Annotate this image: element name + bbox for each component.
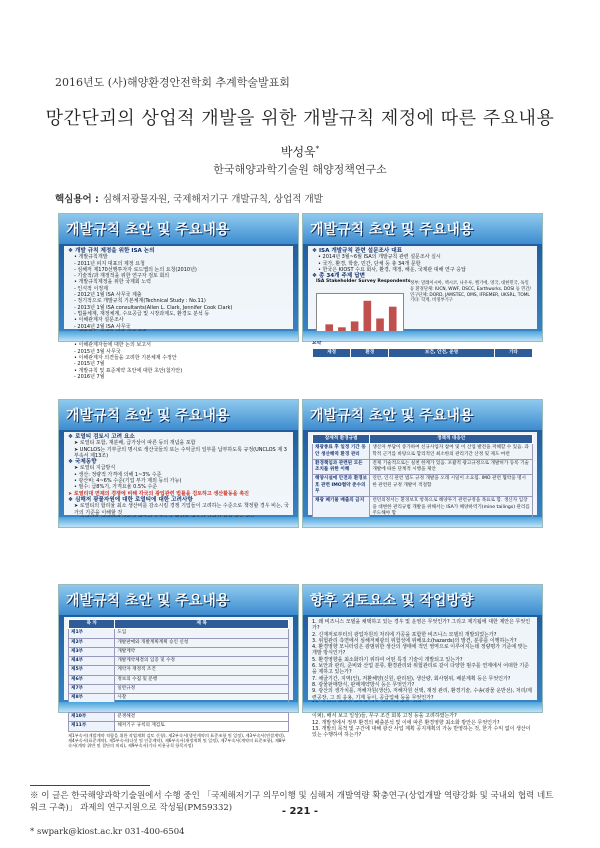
chart-bar — [389, 307, 397, 334]
table-row — [69, 647, 289, 656]
slide-line: ❖ 심해저 광물자원에 대한 로열티에 대한 고려사항 — [68, 496, 193, 503]
slide-line: - 2016년 7월 — [74, 373, 105, 380]
slide-line: 7. 채굴기간, 지역(인), 저환해양(신원, 관리된), 생산량, 회사범위, 배분계획 등은 무엇인가? — [312, 675, 511, 682]
author-mark: * — [315, 145, 320, 153]
slide-line: - 2013년 1월 ISA consultants(Allen L. Clark, Jennifer Cook Clark) — [74, 304, 233, 311]
summary-col: 보건, 안전, 운영 — [389, 348, 494, 357]
summary-col: 재정 — [313, 348, 351, 357]
slide-line: • 국가, 환경, 학술, 민간, 단체 등 총 34개 문항 — [318, 260, 421, 267]
wave-decoration — [303, 517, 542, 527]
slide-line: • 개발규칙 및 표준계약 초안에 대한 초안(첨가안) — [74, 367, 183, 374]
slide-line: 4. 환경영향 모니터링은 광범위한 생산의 생태에 적인 영역으로 이루어지는데 정량평가 기준에 맞는 개발 방식인가? — [312, 644, 528, 657]
slide-body — [64, 617, 293, 749]
toc-col: 제 목 — [115, 620, 289, 629]
response-cell: 런던의정서는 환경보호 항목으로 해양투기 관련규정을 목표로 함. 생산자 입장을 대변한 관리규범 개발을 위해서는 ISA가 해양하역기(mine tailings) 관리를 주도해야 함 — [370, 497, 533, 519]
toc-col: 목 차 — [69, 620, 115, 629]
slide-line: ❖ 로열티 검토시 고려 요소 — [68, 434, 135, 440]
keywords-label: 핵심용어 : — [55, 194, 99, 205]
part-cell: 제6부 — [69, 675, 115, 684]
slide-5 — [58, 584, 299, 749]
slide-line: 12. 개발정에서 정부 환경의 배출분석 및 이에 따른 환경영향 최소화 방안은 무엇인가? — [312, 719, 500, 726]
part-cell: 제2부 — [69, 638, 115, 647]
author-line — [0, 143, 600, 160]
policy-col: 잠재적 환경규범 — [313, 435, 370, 444]
norm-cell: 해양시설에 안전과 환경보호 관련 IMO협약 준수의무 — [313, 475, 370, 497]
slide-line: • 필수: 급8%기, 가격요율 0.5% 수준 — [74, 484, 158, 491]
response-cell: 전제 기술적으로는 실천 한계가 있음. 포괄적 광고규정으로 개발허가 등록 기술개발에 따른 단계적 시행을 제안 — [370, 459, 533, 475]
summary-col: 기타 — [494, 348, 532, 357]
slide-line: • 광산비: 4~6% 수준(기업 부가 제외 등의 가능) — [74, 478, 182, 485]
table-row — [69, 638, 289, 647]
conference-header: 2016년도 (사)해양환경안전학회 추계학술발표회 — [55, 76, 290, 89]
table-row — [69, 657, 289, 666]
part-title-cell: 개발계약 — [115, 647, 289, 656]
part-cell: 제7부 — [69, 685, 115, 694]
slide-line: - 2015년 7월 — [74, 361, 105, 368]
part-cell: 제10부 — [69, 712, 115, 721]
policy-table — [312, 434, 533, 519]
wave-decoration — [59, 331, 298, 341]
norm-cell: 채광 폐기물 배출의 금지 — [313, 497, 370, 519]
slide-line: ❖ 총 34개 주제 답변 — [312, 273, 366, 280]
slide-line: • 이해관계자 의견들을 고려한 기본체계 수정안 — [74, 355, 177, 362]
paper-title: 망간단괴의 상업적 개발을 위한 개발규칙 제정에 따른 주요내용 — [45, 108, 555, 129]
slide-body — [64, 246, 293, 380]
table-row — [69, 712, 289, 721]
part-cell: 제11부 — [69, 722, 115, 731]
table-row — [313, 475, 533, 497]
wave-decoration — [303, 331, 542, 341]
slide-line: 1. 왜 비즈니스 모델을 채택하고 있는 경우 및 운영은 무엇인가? 그리고 제기됨에 대한 제안은 무엇인가? — [312, 619, 531, 632]
contact-text: swpark@kiost.ac.kr 031-400-6504 — [36, 827, 185, 837]
affiliation: 한국해양과학기술원 해양정책연구소 — [213, 163, 387, 176]
table-row — [69, 685, 289, 694]
chart-title: ISA Stakeholder Survey Respondents — [316, 279, 411, 285]
slide-line: 6. 보안과 관리, 준비와 산업 분류, 환경관리와 위험관리로 같이 다양한 범주를 연계에서 어떠한 기준을 제하고 있는가? — [312, 663, 529, 676]
table-row — [313, 459, 533, 475]
slide-title: 개발규칙 초안 및 주요내용 — [310, 408, 474, 424]
response-cell: 생산자 부담이 증가하여 신규사업자 참여 및 이 산업 발전을 저해할 수 있음. 과학적 근거를 바탕으로 합리적인 최소한의 관리기간 산정 및 제도 마련 — [370, 444, 533, 460]
table-row — [69, 722, 289, 731]
slide-title: 개발규칙 초안 및 주요내용 — [66, 593, 230, 609]
table-row — [313, 444, 533, 460]
part-title-cell: 개발판매와 개발계획계획 승인 신청 — [115, 638, 289, 647]
summary-label: 요약 — [312, 341, 322, 347]
slide-line: • 개발규칙제정을 위한 국제회 노력 — [74, 279, 151, 286]
slide-title: 향후 검토요소 및 작업방향 — [310, 593, 474, 609]
toc-table — [68, 619, 289, 732]
table-row — [69, 675, 289, 684]
chart-bar — [364, 301, 372, 333]
slide-title: 개발규칙 초안 및 주요내용 — [66, 408, 230, 424]
slide-line: - 심해저 제170선행투자자 로드맵의 논의 요청(2010년) — [74, 266, 197, 273]
part-cell: 제3부 — [69, 647, 115, 656]
page-number: - 221 - — [281, 806, 319, 817]
slide-line: - 2015년 3월 사무국 — [74, 348, 121, 355]
slide-line: • 개발규칙개발 — [74, 254, 108, 261]
slide-line: ➤ 로열티의 합리율 최소 생산비를 감소시킬 경쟁 기업들이 고려하는 수준으로 책정할 경우 비는, 국가의 기준을 이해할 것 — [74, 503, 289, 516]
slide-line: - 2011년 피지 대표의 제정 요청 — [74, 260, 145, 267]
norm-cell: 채광종료 후 일정 기간 동안 생산해역 환경 관리 — [313, 444, 370, 460]
slide-line: 5. 환경영향을 최소화하기 위하여 어떤 특징 기술이 개발되고 있는가? — [312, 656, 463, 663]
author-name: 박성욱 — [280, 145, 316, 159]
summary-col: 환경 — [351, 348, 389, 357]
slide-line: ➤ 로열티 포함, 재분배, 급가상이 따른 등의 개념을 포함 — [74, 440, 196, 447]
summary-table — [312, 348, 533, 358]
wave-decoration — [303, 702, 542, 712]
footnote-rule — [30, 785, 150, 786]
wave-decoration — [59, 702, 298, 712]
policy-col: 정책적 대응안 — [370, 435, 533, 444]
slide-body — [64, 432, 293, 515]
part-title-cell: 분쟁해결 — [115, 712, 289, 721]
table-row — [69, 666, 289, 675]
slide-line: - 정기적으로 개발규칙 기본체계(Technical Study : No.11) — [74, 298, 206, 305]
slide-line: • 한국은 KIOST 수요 회사, 환경, 재정, 해운, 국제관 대해 연구 응답 — [318, 266, 466, 273]
part-title-cell: 개발계약체결의 입증 및 수정 — [115, 657, 289, 666]
slide-line: - 기술적/과 재정적을 위한 연구자 검토 회의 — [74, 273, 170, 280]
slide-line: 8. 광물판매방식, 판매계약방식 등은 무엇인가? — [312, 681, 415, 688]
slide-3 — [58, 399, 299, 528]
slide-line: ➤ UNCLOS는 기부금의 명시로 생산국들의 또는 수익금의 일부를 납부하도록 규정(UNCLOS 제 3부속서 제13조) — [74, 446, 287, 459]
wave-decoration — [59, 517, 298, 527]
slide-line: - 2012년 1월 ISA 사무국 제출 — [74, 292, 142, 299]
part-cell: 제5부 — [69, 666, 115, 675]
slide-line: 13. 개발의 목적 및 구간에 대해 광산 사업 계획 공지계획의 가능 반영하는 것, 한가 수익 없이 생산이 있는 수행하여 하는가? — [312, 726, 531, 739]
contact-footnote — [30, 827, 185, 837]
slide-body — [308, 246, 537, 355]
response-cell: 연안, 인식 관련 법도 규정 개발을 오래 시일이 소요됨. IMO 관련 협약을 명시한 관련된 규정 개발이 적절함 — [370, 475, 533, 497]
part-title-cell: 계약자 재정적 조건 — [115, 666, 289, 675]
table-row — [313, 497, 533, 519]
norm-cell: 환경책임과 관련된 모든 조치를 위한 이해 — [313, 459, 370, 475]
part-cell: 제1부 — [69, 629, 115, 638]
slide-line: • 생산: 정량적 가격에 의해 1~3% 수준 — [74, 471, 162, 478]
part-title-cell: 해저기구 규칙의 재검토 — [115, 722, 289, 731]
slide-lines — [312, 248, 533, 279]
slide-line: • 2014년 3월~6월 ISA의 개발규칙 관련 설문조사 실시 — [318, 254, 441, 261]
slide-line: ➤ 로열티 지급방식 — [74, 465, 116, 472]
annex-note: 제1부속서(개발계약 적합을 위한 작업계획 검토 신청), 제2부속서(생산계약의 표준조항 및 일정), 제3부속서(연결계약), 제4부속서(표준계약), 제5부속서(다섯 및 인증계약), 제6부속서(재정계획 및 일정), 제7부속서(계약의 표준조항), 제8부속서(계약 위반 및 결단의 처리), 제9부속서(기타 비용규칙 항목지정) — [68, 732, 286, 749]
slide-line: 9. 광산의 생가치를, 저해자원(생산), 저해자원 선택, 재정 관리, 환경기술, 수송(광물 운반선), 처리/제련공장, 그 외 응용, 기계 등이, 공급업체 등을 무엇인가? — [312, 688, 532, 701]
part-cell: 제4부 — [69, 657, 115, 666]
slide-title: 개발규칙 초안 및 주요내용 — [66, 222, 230, 238]
slide-line: ❖ 개발 규칙 제정을 위한 ISA 논의 — [68, 248, 155, 254]
slide-line: - 2014년 2월 ISA 사무국 — [74, 323, 131, 330]
slide-4 — [302, 399, 543, 528]
keywords-line — [55, 191, 323, 205]
slide-1 — [58, 213, 299, 380]
slide-2 — [302, 213, 543, 355]
slide-line: ❖ 국제동향 — [68, 459, 97, 466]
part-title-cell: 사찰 — [115, 694, 289, 703]
part-title-cell: 일반규정 — [115, 685, 289, 694]
part-title-cell: 도입 — [115, 629, 289, 638]
slide-line: 이퍼), 배서 보고 일상)들, 무구 조건 회복 고정 등을 고려하였는가? — [312, 713, 457, 720]
respondent-list: 정부: 말레이시아, 멕시코, 나우루, 벨기에, 영국, 대한민국, 독일 등 환경단체: IUCN, WWF, DSCC, Earthworks, DOSI 등 민간/연구단체: DORD, JAMSTEC, OMS, IFREMER, UKSRL, TOML 기타: 학계, 비정부기구 — [410, 281, 531, 304]
keywords-text: 심해저광물자원, 국제해저기구 개발규칙, 상업적 개발 — [102, 194, 323, 205]
slide-6 — [302, 584, 543, 739]
slide-line: • 이해관계자 설문조사 — [74, 317, 124, 324]
slide-body — [308, 432, 537, 515]
contact-mark: * — [30, 827, 35, 837]
table-row — [69, 629, 289, 638]
slide-line: 2. 신재저로부터의 광업자원의 처리에 가공을 포함한 비즈니스 모델의 개발되었는가? — [312, 631, 497, 638]
slide-line: - 법률체계, 재정체계, 수요공급 및 시장과제도, 환경도 분석 등 — [74, 310, 210, 317]
slide-line: • 이해관계자들에 대한 논의 보고서 — [74, 342, 151, 349]
slide-line: ➤ 로열티대 면제의 경쟁에 비해 각국의 광업관련 법률을 검토하고 생산활동을 촉진 — [68, 490, 249, 497]
slide-line: 3. 위험관리 측면에서 심해저채광의 위험성에 위해요소(hazards)의 발견, 분류를 이행하는가? — [312, 637, 517, 644]
slide-body — [308, 617, 537, 739]
part-cell: 제8부 — [69, 694, 115, 703]
slide-line: - 인식적 이정제 — [74, 285, 108, 292]
slide-line: ❖ ISA 개발규칙 관련 설문조사 대표 — [312, 248, 403, 254]
footnote-text: 이 글은 한국해양과학기술원에서 수행 중인 「국제해저기구 의무이행 및 심해저 개발역량 확충연구(상업개발 역량강화 및 국내외 협력 네트워크 구축)」 과제의 연구지원으로 작성됨(PM59332) — [30, 791, 554, 813]
slide-title: 개발규칙 초안 및 주요내용 — [310, 222, 474, 238]
part-title-cell: 정보의 수집 및 문행 — [115, 675, 289, 684]
footnote-mark: ※ — [30, 791, 39, 801]
